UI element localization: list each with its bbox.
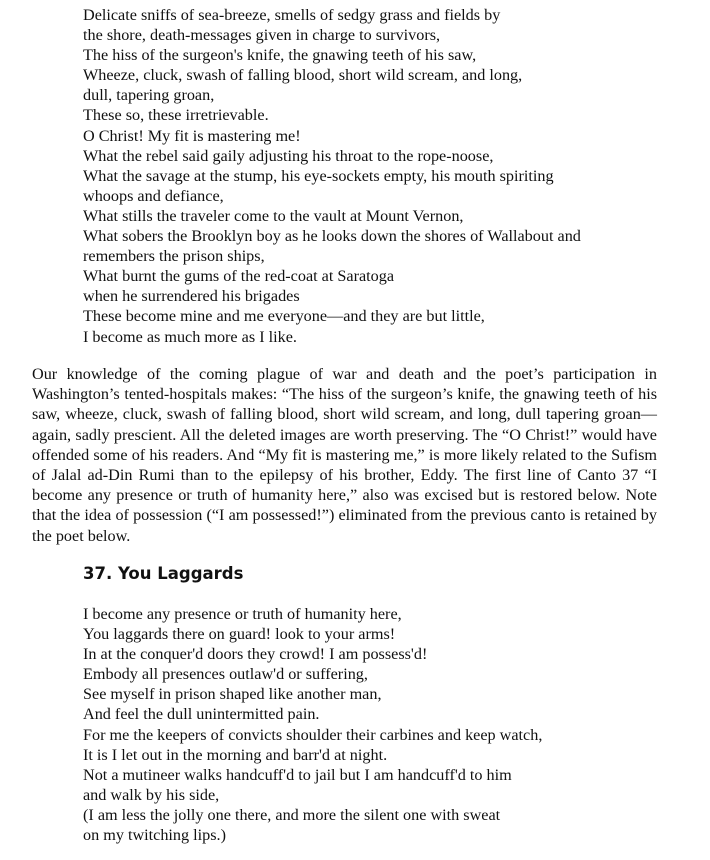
verse-line: These become mine and me everyone—and they are but little, bbox=[83, 307, 485, 326]
verse-line: For me the keepers of convicts shoulder their carbines and keep watch, bbox=[83, 725, 543, 744]
verse-line: See myself in prison shaped like another man, bbox=[83, 685, 382, 704]
verse-line: Delicate sniffs of sea-breeze, smells of sedgy grass and fields by bbox=[83, 6, 501, 24]
verse-line: dull, tapering groan, bbox=[83, 86, 215, 105]
verse-line: (I am less the jolly one there, and more the silent one with sweat bbox=[83, 805, 501, 824]
verse-line: In at the conquer'd doors they crowd! I am possess'd! bbox=[83, 645, 428, 664]
verse-line: What the rebel said gaily adjusting his throat to the rope-noose, bbox=[83, 146, 494, 165]
poem-stanza-bottom bbox=[83, 604, 542, 845]
commentary-paragraph: Our knowledge of the coming plague of war and death and the poet’s participation in Washington’s tented-hospitals makes: “The hiss of the surgeon’s knife, the gnawing teeth of his saw, wheeze, cluck, swash of falling blood, short wild scream, and long, dull tapering groan—again, sadly prescient. All the deleted images are worth preserving. The “O Christ!” would have offended some of his readers. And “My fit is mastering me,” is more likely related to the Sufism of Jalal ad-Din Rumi than to the epilepsy of his brother, Eddy. The first line of Canto 37 “I become any presence or truth of humanity here,” also was excised but is restored below. Note that the idea of possession (“I am possessed!”) eliminated from the previous canto is retained by the poet below. bbox=[32, 365, 657, 545]
verse-line: And feel the dull unintermitted pain. bbox=[83, 705, 320, 724]
verse-line: whoops and defiance, bbox=[83, 186, 224, 205]
verse-line: What the savage at the stump, his eye-sockets empty, his mouth spiriting bbox=[83, 166, 554, 185]
verse-line: when he surrendered his brigades bbox=[83, 287, 300, 306]
verse-line: What sobers the Brooklyn boy as he looks down the shores of Wallabout and bbox=[83, 227, 581, 246]
verse-line: on my twitching lips.) bbox=[83, 826, 226, 845]
verse-line: and walk by his side, bbox=[83, 785, 220, 804]
verse-line: It is I let out in the morning and barr'd at night. bbox=[83, 745, 388, 764]
verse-line: Not a mutineer walks handcuff'd to jail but I am handcuff'd to him bbox=[83, 765, 512, 784]
verse-line: O Christ! My fit is mastering me! bbox=[83, 126, 301, 145]
verse-line: I become as much more as I like. bbox=[83, 327, 297, 346]
poem-stanza-top bbox=[83, 5, 581, 347]
verse-line: The hiss of the surgeon's knife, the gnawing teeth of his saw, bbox=[83, 46, 477, 65]
verse-line: I become any presence or truth of humanity here, bbox=[83, 605, 402, 623]
verse-line: remembers the prison ships, bbox=[83, 247, 265, 266]
verse-line: Embody all presences outlaw'd or suffering, bbox=[83, 665, 368, 684]
verse-line: the shore, death-messages given in charge to survivors, bbox=[83, 26, 441, 45]
verse-line: Wheeze, cluck, swash of falling blood, short wild scream, and long, bbox=[83, 66, 523, 85]
verse-line: These so, these irretrievable. bbox=[83, 106, 269, 125]
section-heading: 37. You Laggards bbox=[83, 564, 244, 583]
verse-line: What stills the traveler come to the vault at Mount Vernon, bbox=[83, 206, 464, 225]
verse-line: You laggards there on guard! look to your arms! bbox=[83, 625, 396, 644]
verse-line: What burnt the gums of the red-coat at Saratoga bbox=[83, 267, 395, 286]
